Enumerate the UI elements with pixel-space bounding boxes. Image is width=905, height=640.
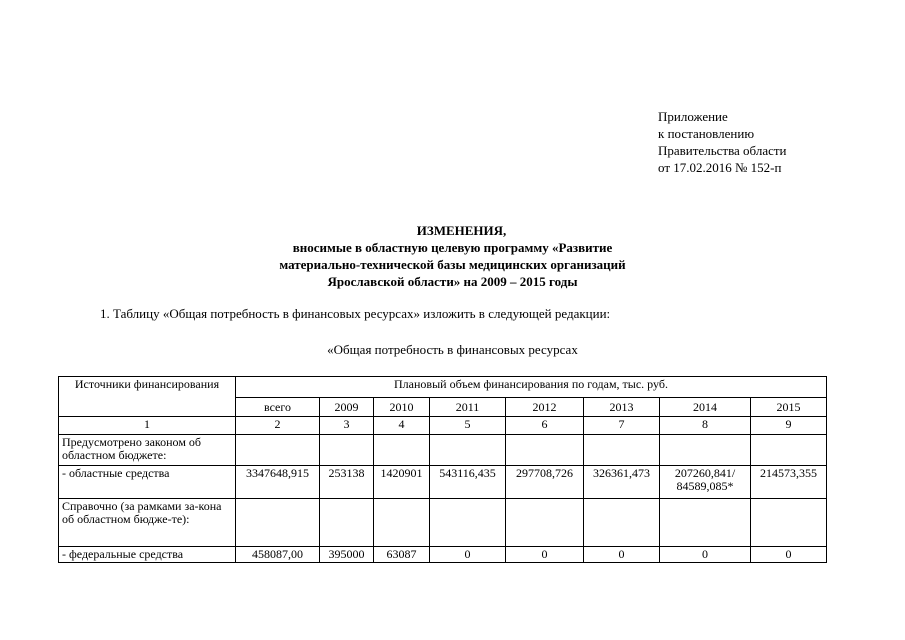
column-number: 2	[236, 417, 320, 435]
column-header: 2010	[374, 398, 430, 417]
body-paragraph: 1. Таблицу «Общая потребность в финансовых ресурсах» изложить в следующей редакции:	[100, 306, 611, 321]
empty-cell	[374, 499, 430, 547]
empty-cell	[236, 435, 320, 466]
empty-cell	[236, 499, 320, 547]
empty-cell	[751, 435, 827, 466]
source-header: Источники финансирования	[59, 377, 236, 417]
empty-cell	[584, 435, 660, 466]
regional-value: 326361,473	[584, 466, 660, 499]
appendix-line-1: Приложение	[658, 109, 728, 124]
federal-value: 0	[584, 547, 660, 563]
empty-cell	[751, 499, 827, 547]
column-number: 3	[320, 417, 374, 435]
regional-value: 297708,726	[506, 466, 584, 499]
federal-value: 63087	[374, 547, 430, 563]
plan-header: Плановый объем финансирования по годам, тыс. руб.	[236, 377, 827, 398]
federal-value: 0	[506, 547, 584, 563]
column-number: 5	[430, 417, 506, 435]
document-title	[0, 222, 905, 290]
empty-cell	[660, 499, 751, 547]
table-caption: «Общая потребность в финансовых ресурсах	[327, 342, 578, 357]
column-header: 2011	[430, 398, 506, 417]
federal-value: 395000	[320, 547, 374, 563]
table-row	[59, 466, 827, 499]
column-number: 9	[751, 417, 827, 435]
column-number: 4	[374, 417, 430, 435]
federal-value: 0	[751, 547, 827, 563]
column-number: 8	[660, 417, 751, 435]
appendix-line-3: Правительства области	[658, 143, 787, 158]
empty-cell	[506, 435, 584, 466]
empty-cell	[430, 435, 506, 466]
title-line-2: вносимые в областную целевую программу «Развитие	[292, 240, 613, 255]
regional-value: 214573,355	[751, 466, 827, 499]
empty-cell	[430, 499, 506, 547]
empty-cell	[320, 435, 374, 466]
federal-value: 0	[660, 547, 751, 563]
empty-cell	[584, 499, 660, 547]
regional-funds-label: - областные средства	[59, 466, 236, 499]
empty-cell	[660, 435, 751, 466]
column-header: 2015	[751, 398, 827, 417]
empty-cell	[320, 499, 374, 547]
column-header: 2012	[506, 398, 584, 417]
regional-value: 1420901	[374, 466, 430, 499]
section-label-law: Предусмотрено законом об областном бюджете:	[59, 435, 236, 466]
empty-cell	[506, 499, 584, 547]
regional-value: 543116,435	[430, 466, 506, 499]
table-row	[59, 435, 827, 466]
appendix-block	[658, 108, 787, 176]
appendix-line-2: к постановлению	[658, 126, 755, 141]
regional-value: 253138	[320, 466, 374, 499]
column-number-row	[59, 417, 827, 435]
financing-table	[58, 376, 827, 563]
column-header: 2009	[320, 398, 374, 417]
column-header: 2013	[584, 398, 660, 417]
column-header: всего	[236, 398, 320, 417]
table-row	[59, 499, 827, 547]
title-line-4: Ярославской области» на 2009 – 2015 годы	[327, 274, 578, 289]
federal-funds-label: - федеральные средства	[59, 547, 236, 563]
column-number: 6	[506, 417, 584, 435]
federal-value: 458087,00	[236, 547, 320, 563]
empty-cell	[374, 435, 430, 466]
regional-value: 3347648,915	[236, 466, 320, 499]
section-label-reference: Справочно (за рамками за-кона об областном бюдже-те):	[59, 499, 236, 547]
regional-value: 207260,841/ 84589,085*	[660, 466, 751, 499]
title-line-3: материально-технической базы медицинских организаций	[279, 257, 626, 272]
federal-value: 0	[430, 547, 506, 563]
table-row	[59, 547, 827, 563]
column-number: 1	[59, 417, 236, 435]
column-number: 7	[584, 417, 660, 435]
column-header: 2014	[660, 398, 751, 417]
title-line-1: ИЗМЕНЕНИЯ,	[416, 223, 507, 238]
appendix-line-4: от 17.02.2016 № 152-п	[658, 160, 782, 175]
